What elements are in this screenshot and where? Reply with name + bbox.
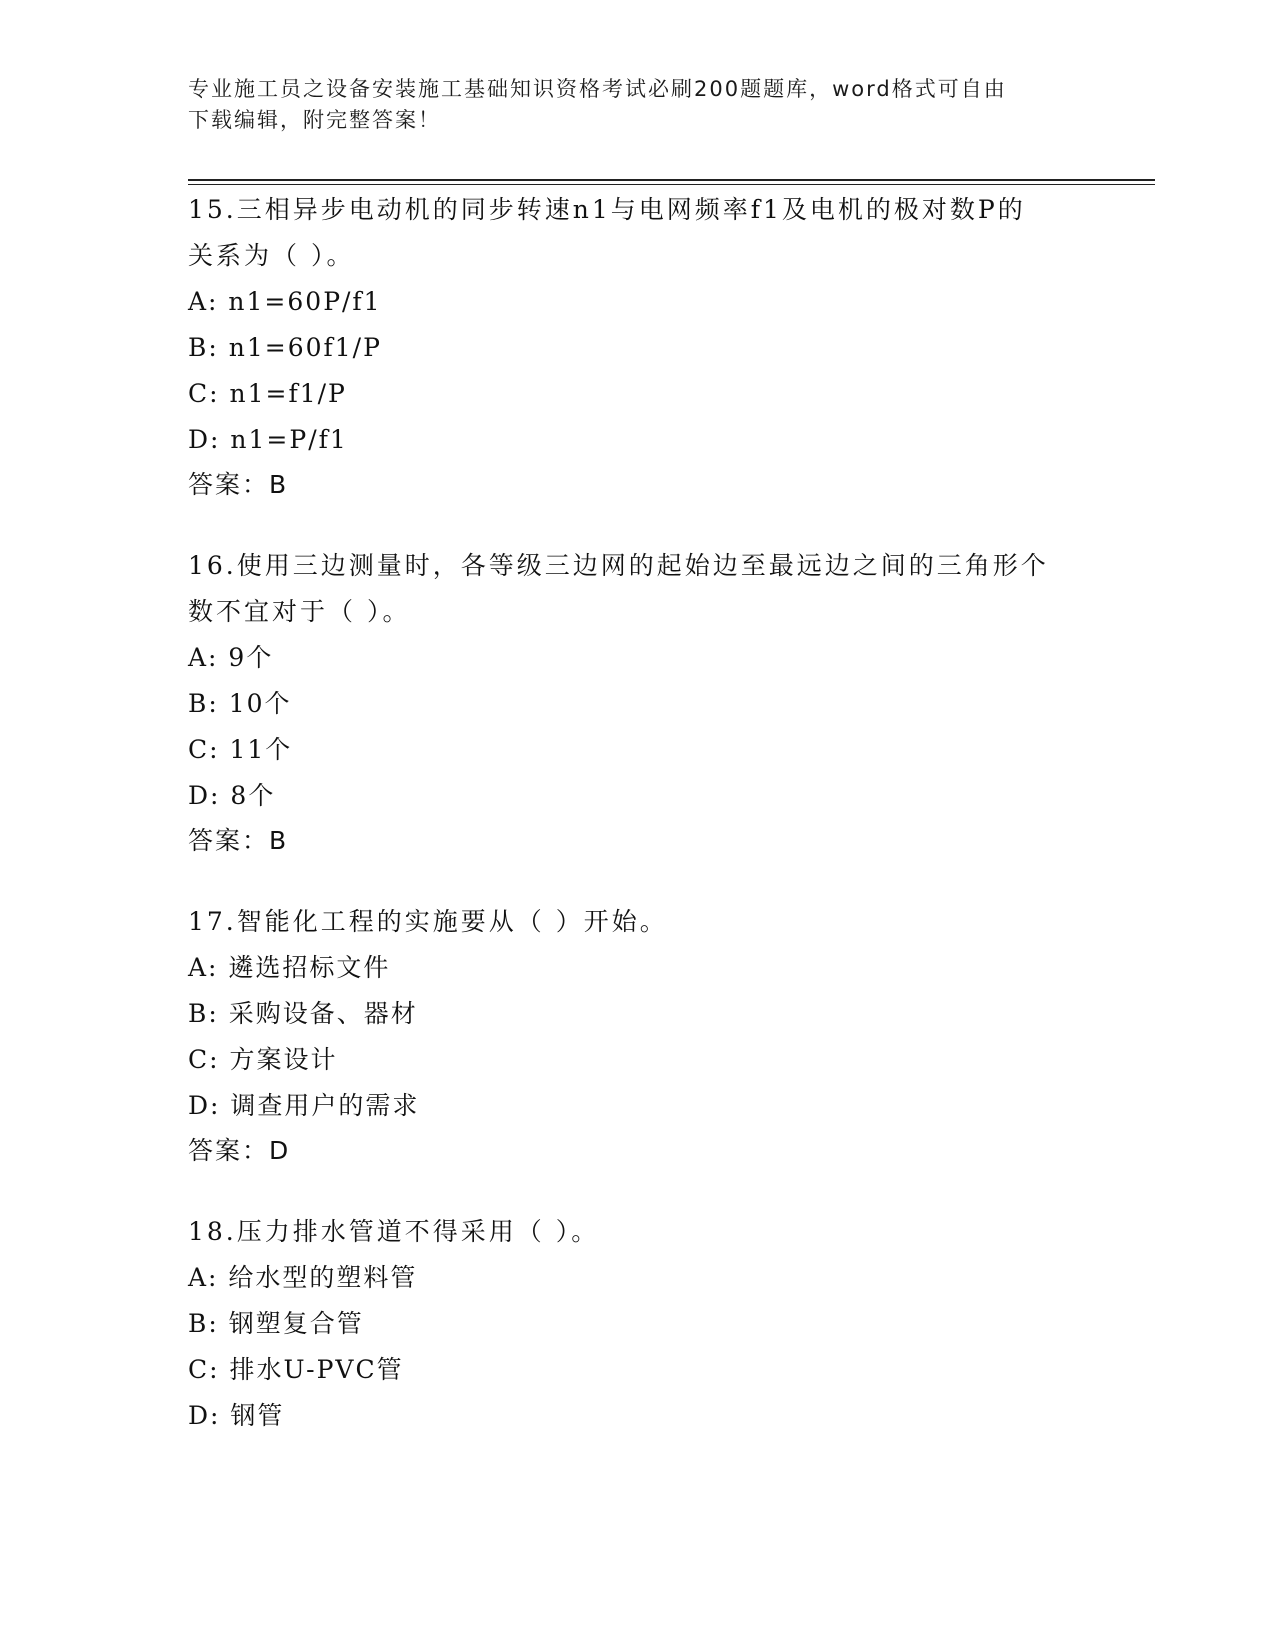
option-d: D: n1=P/f1 — [188, 425, 348, 454]
header-line-2: 下载编辑，附完整答案！ — [188, 108, 441, 132]
option-a: A: n1=60P/f1 — [188, 287, 382, 316]
option-c: C: 排水U-PVC管 — [188, 1355, 404, 1384]
option-a: A: 9个 — [188, 643, 274, 672]
option-b: B: 采购设备、器材 — [188, 999, 418, 1028]
question-18 — [188, 1209, 1088, 1439]
question-16 — [188, 543, 1088, 863]
question-stem: 16.使用三边测量时，各等级三边网的起始边至最远边之间的三角形个 — [188, 551, 1049, 580]
answer-line: 答案：B — [188, 826, 289, 855]
question-15 — [188, 187, 1088, 507]
option-d: D: 钢管 — [188, 1401, 285, 1430]
question-stem: 17.智能化工程的实施要从（ ）开始。 — [188, 907, 668, 936]
question-17 — [188, 899, 1088, 1173]
question-list — [188, 187, 1088, 1475]
option-c: C: 方案设计 — [188, 1045, 338, 1074]
option-c: C: n1=f1/P — [188, 379, 347, 408]
answer-line: 答案：B — [188, 470, 289, 499]
header-divider-thick — [188, 179, 1155, 181]
option-d: D: 8个 — [188, 781, 276, 810]
option-a: A: 给水型的塑料管 — [188, 1263, 418, 1292]
option-b: B: n1=60f1/P — [188, 333, 382, 362]
question-stem: 18.压力排水管道不得采用（ ）。 — [188, 1217, 600, 1246]
header-divider-thin — [188, 184, 1155, 185]
option-b: B: 钢塑复合管 — [188, 1309, 364, 1338]
header-line-1: 专业施工员之设备安装施工基础知识资格考试必刷200题题库，word格式可自由 — [188, 77, 1007, 101]
option-c: C: 11个 — [188, 735, 293, 764]
answer-line: 答案：D — [188, 1136, 291, 1165]
question-stem: 15.三相异步电动机的同步转速n1与电网频率f1及电机的极对数P的 — [188, 195, 1026, 224]
question-stem-continued: 数不宜对于（ ）。 — [188, 597, 411, 626]
document-header — [188, 74, 1088, 136]
question-stem-continued: 关系为（ ）。 — [188, 241, 355, 270]
option-b: B: 10个 — [188, 689, 292, 718]
option-d: D: 调查用户的需求 — [188, 1091, 420, 1120]
option-a: A: 遴选招标文件 — [188, 953, 391, 982]
